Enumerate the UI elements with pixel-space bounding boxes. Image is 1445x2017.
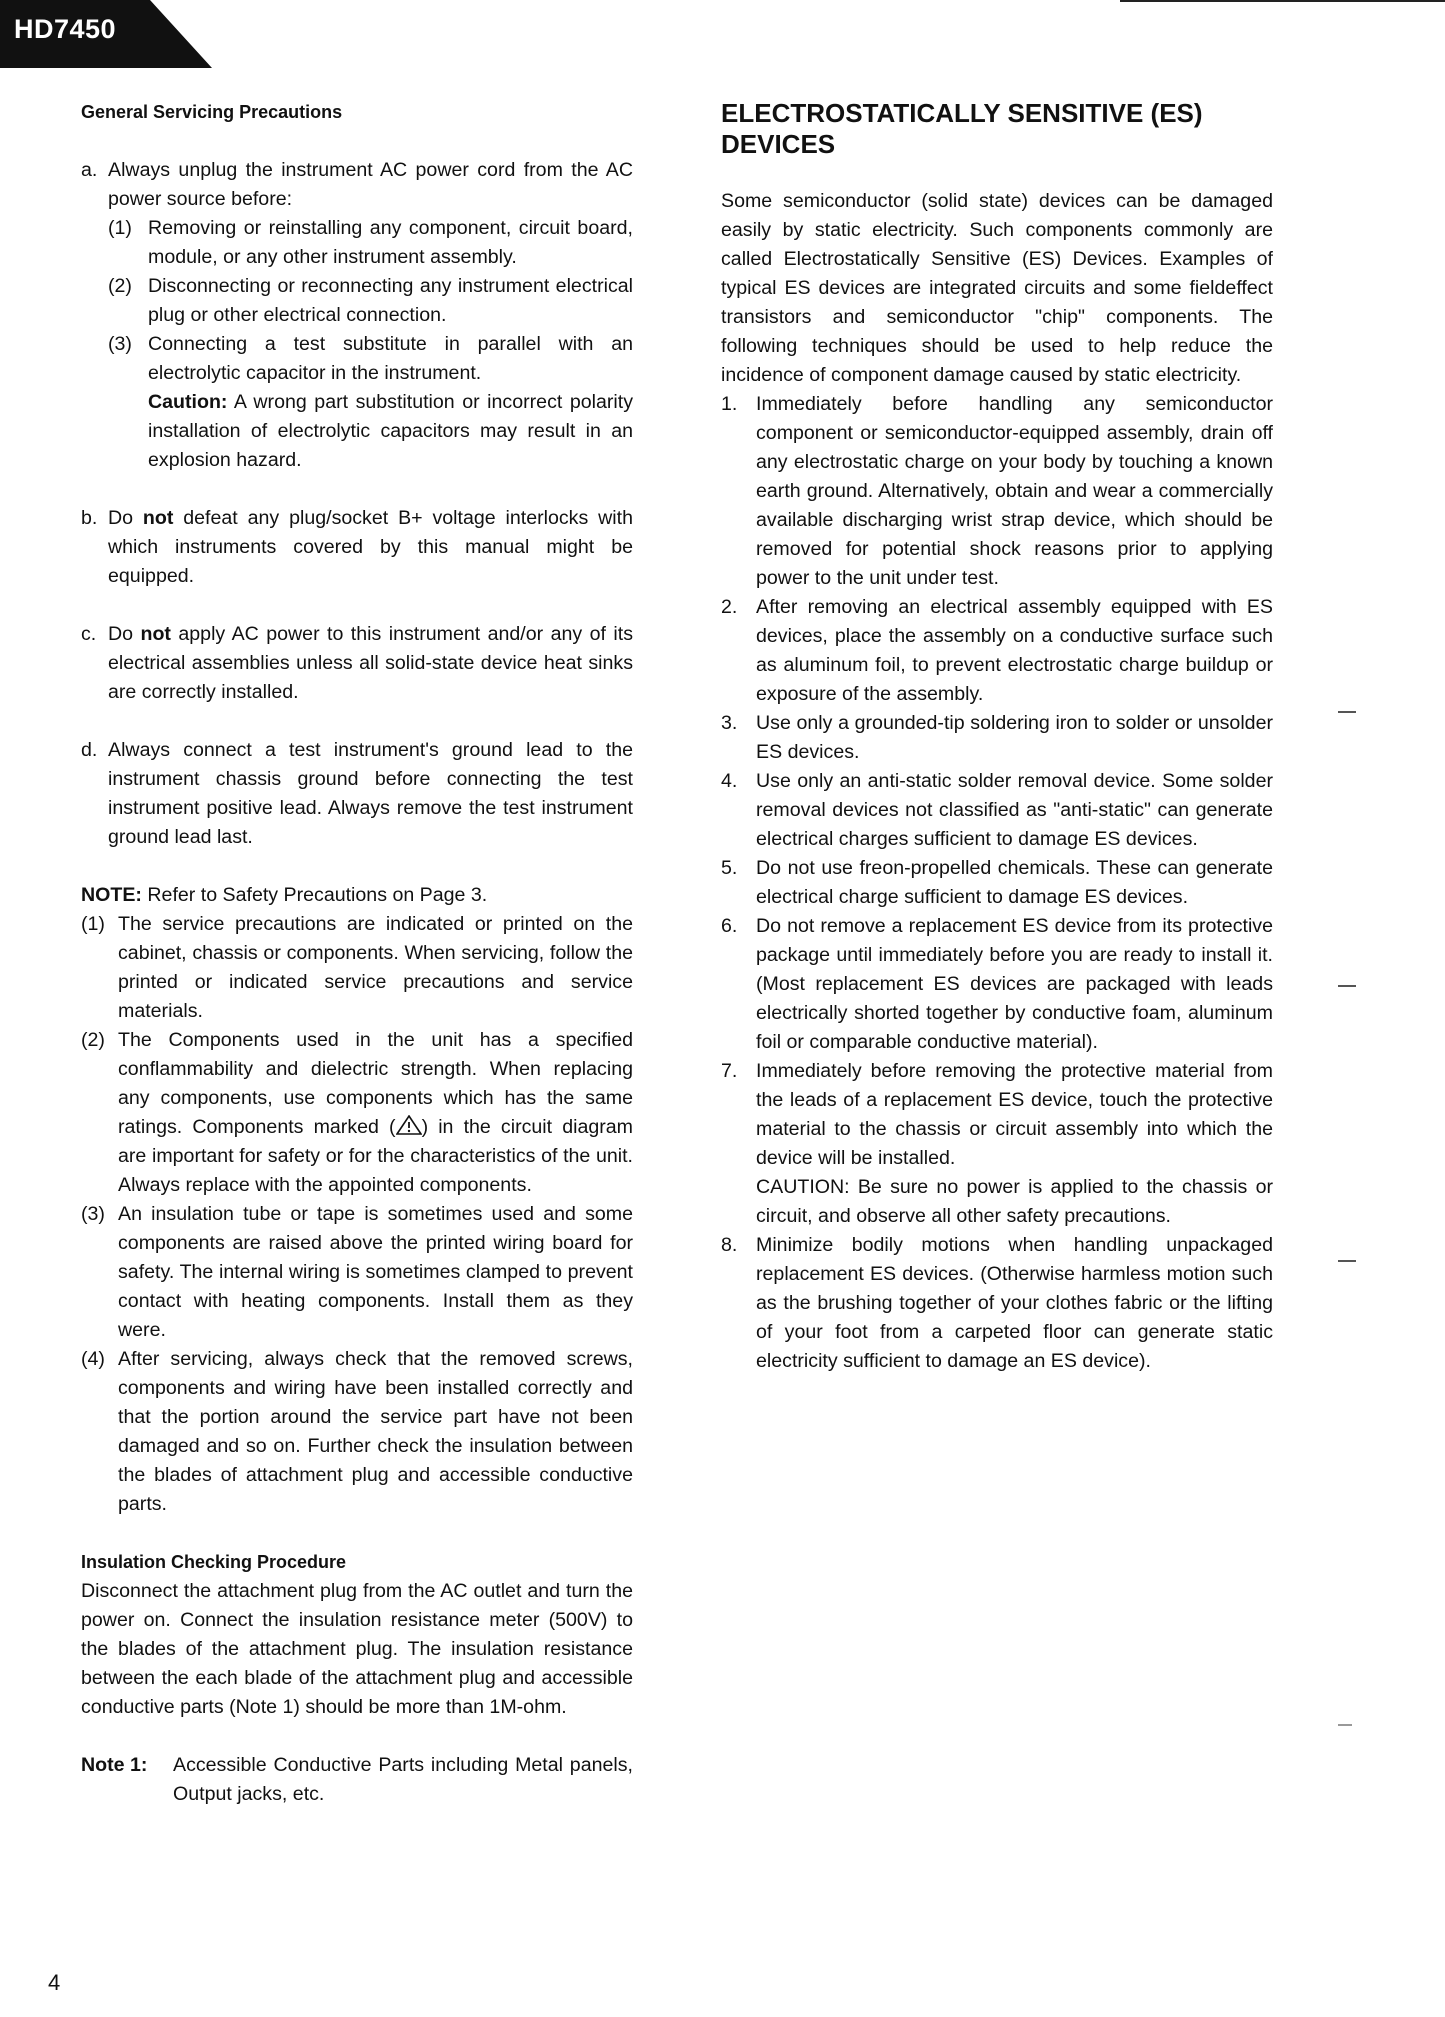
es-item-marker: 6. — [721, 915, 738, 937]
note-item-marker: (4) — [81, 1348, 105, 1370]
scan-edge-mark — [1338, 1260, 1356, 1262]
es-item-8 — [721, 1231, 1273, 1376]
precaution-b-text — [108, 504, 633, 591]
precaution-b — [81, 504, 633, 591]
text-emphasis: not — [142, 507, 174, 529]
note-item-marker: (2) — [81, 1029, 105, 1051]
text-emphasis: not — [140, 623, 171, 645]
es-item-marker: 5. — [721, 857, 738, 879]
es-item-text: Immediately before removing the protective material from the leads of a replacement ES device, touch the protective material to the chassis or circuit assembly into which the device will be installed. — [756, 1060, 1273, 1169]
right-column — [721, 98, 1273, 1376]
precaution-d-text: Always connect a test instrument's ground lead to the instrument chassis ground before connecting the test instrument positive lead. Always remove the test instrument ground lead last. — [108, 739, 633, 848]
text-post: defeat any plug/socket B+ voltage interlocks with which instruments covered by this manual might be equipped. — [108, 507, 633, 587]
safety-note — [81, 881, 633, 910]
note-item-2 — [81, 1026, 633, 1200]
precaution-d — [81, 736, 633, 852]
text-post: apply AC power to this instrument and/or any of its electrical assemblies unless all solid-state device heat sinks are correctly installed. — [108, 623, 633, 703]
es-item-text: After removing an electrical assembly equipped with ES devices, place the assembly on a conductive surface such as aluminum foil, to prevent electrostatic charge buildup or exposure of the assembly. — [756, 596, 1273, 705]
warning-triangle-icon — [396, 1115, 422, 1135]
precaution-a-lead: Always unplug the instrument AC power cord from the AC power source before: — [108, 159, 633, 210]
caution-label: Caution: — [148, 391, 228, 413]
sub-marker: (2) — [108, 275, 132, 297]
note-item-text — [118, 1026, 633, 1200]
sub-text: Connecting a test substitute in parallel with an electrolytic capacitor in the instrument. — [148, 333, 633, 384]
sub-text: Disconnecting or reconnecting any instrument electrical plug or other electrical connection. — [148, 275, 633, 326]
model-tab — [0, 0, 212, 68]
es-item-6 — [721, 912, 1273, 1057]
precaution-a-marker: a. — [81, 159, 98, 181]
es-devices-title: ELECTROSTATICALLY SENSITIVE (ES) DEVICES — [721, 98, 1203, 159]
es-item-7 — [721, 1057, 1273, 1231]
es-item-marker: 3. — [721, 712, 738, 734]
sub-marker: (3) — [108, 333, 132, 355]
caution-note — [148, 388, 633, 475]
note-item-3 — [81, 1200, 633, 1345]
es-item-4 — [721, 767, 1273, 854]
es-item-marker: 8. — [721, 1234, 738, 1256]
precaution-a-sub-3 — [108, 330, 633, 475]
es-item-text: Do not remove a replacement ES device from its protective package until immediately before you are ready to install it. (Most replacement ES devices are packaged with leads electrically shorted together by conductive foam, aluminum foil or comparable conductive material). — [756, 915, 1273, 1053]
note-item-4 — [81, 1345, 633, 1519]
precaution-b-marker: b. — [81, 507, 98, 529]
sub-marker: (1) — [108, 217, 132, 239]
es-item-1 — [721, 390, 1273, 593]
es-intro: Some semiconductor (solid state) devices can be damaged easily by static electricity. Such components commonly are called Electrostatically Sensitive (ES) Devices. Examples of typical ES devices are integrated circuits and some fieldeffect transistors and semiconductor "chip" components. The following techniques should be used to help reduce the incidence of component damage caused by static electricity. — [721, 190, 1273, 386]
es-item-marker: 7. — [721, 1060, 738, 1082]
precaution-d-marker: d. — [81, 739, 98, 761]
es-item-text: Minimize bodily motions when handling unpackaged replacement ES devices. (Otherwise harmless motion such as the brushing together of your clothes fabric or the lifting of your foot from a carpeted floor can generate static electricity sufficient to damage an ES device). — [756, 1234, 1273, 1372]
top-rule — [1120, 0, 1445, 2]
note-item-1 — [81, 910, 633, 1026]
precaution-a-sublist — [108, 214, 633, 475]
general-servicing-title: General Servicing Precautions — [81, 102, 343, 122]
es-item-text: Use only a grounded-tip soldering iron to solder or unsolder ES devices. — [756, 712, 1273, 763]
text-post: ) in the circuit diagram are important for safety or for the characteristics of the unit. Always replace with the appointed components. — [118, 1116, 633, 1196]
scan-edge-mark — [1338, 985, 1356, 987]
text-pre: Do — [108, 623, 141, 645]
precaution-c-marker: c. — [81, 623, 97, 645]
insulation-checking-title: Insulation Checking Procedure — [81, 1552, 347, 1572]
scan-edge-mark — [1338, 1724, 1352, 1726]
es-item-5 — [721, 854, 1273, 912]
precaution-a-sub-1 — [108, 214, 633, 272]
note-item-text: The service precautions are indicated or printed on the cabinet, chassis or components. When servicing, follow the printed or indicated service precautions and service materials. — [118, 913, 633, 1022]
note-1 — [81, 1751, 633, 1809]
insulation-checking-text: Disconnect the attachment plug from the AC outlet and turn the power on. Connect the insulation resistance meter (500V) to the blades of the attachment plug. The insulation resistance between the each blade of the attachment plug and accessible conductive parts (Note 1) should be more than 1M-ohm. — [81, 1580, 633, 1718]
es-item-marker: 1. — [721, 393, 738, 415]
model-number: HD7450 — [14, 14, 117, 44]
es-item-text: Do not use freon-propelled chemicals. These can generate electrical charge sufficient to damage ES devices. — [756, 857, 1273, 908]
note-item-marker: (3) — [81, 1203, 105, 1225]
es-item-text: Immediately before handling any semiconductor component or semiconductor-equipped assembly, drain off any electrostatic charge on your body by touching a known earth ground. Alternatively, obtain and wear a commercially available discharging wrist strap device, which should be removed for potential shock reasons prior to applying power to the unit under test. — [756, 393, 1273, 589]
caution-text: A wrong part substitution or incorrect polarity installation of electrolytic capacitors may result in an explosion hazard. — [148, 391, 633, 471]
note-item-marker: (1) — [81, 913, 105, 935]
text-pre: The Components used in the unit has a specified conflammability and dielectric strength. When replacing any components, use components which has the same ratings. Components marked ( — [118, 1029, 633, 1138]
scan-edge-mark — [1338, 711, 1356, 713]
precaution-a — [81, 156, 633, 475]
es-caution: CAUTION: Be sure no power is applied to the chassis or circuit, and observe all other safety precautions. — [756, 1176, 1273, 1227]
note-item-text: After servicing, always check that the removed screws, components and wiring have been installed correctly and that the portion around the service part have not been damaged and so on. Further check the insulation between the blades of attachment plug and accessible conductive parts. — [118, 1348, 633, 1515]
precaution-c-text — [108, 620, 633, 707]
note-text: Refer to Safety Precautions on Page 3. — [141, 884, 488, 906]
note-1-text: Accessible Conductive Parts including Metal panels, Output jacks, etc. — [173, 1754, 633, 1805]
es-item-2 — [721, 593, 1273, 709]
page-number: 4 — [48, 1970, 61, 1995]
text-pre: Do — [108, 507, 143, 529]
precaution-c — [81, 620, 633, 707]
sub-text: Removing or reinstalling any component, circuit board, module, or any other instrument assembly. — [148, 217, 633, 268]
left-column — [81, 98, 633, 1809]
precaution-a-sub-2 — [108, 272, 633, 330]
note-item-text: An insulation tube or tape is sometimes used and some components are raised above the printed wiring board for safety. The internal wiring is sometimes clamped to prevent contact with heating components. Install them as they were. — [118, 1203, 633, 1341]
es-item-marker: 2. — [721, 596, 738, 618]
es-item-3 — [721, 709, 1273, 767]
es-item-text: Use only an anti-static solder removal device. Some solder removal devices not classified as "anti-static" can generate electrical charges sufficient to damage ES devices. — [756, 770, 1273, 850]
note-label: NOTE: — [81, 884, 142, 906]
note-1-label: Note 1: — [81, 1754, 148, 1776]
es-item-marker: 4. — [721, 770, 738, 792]
